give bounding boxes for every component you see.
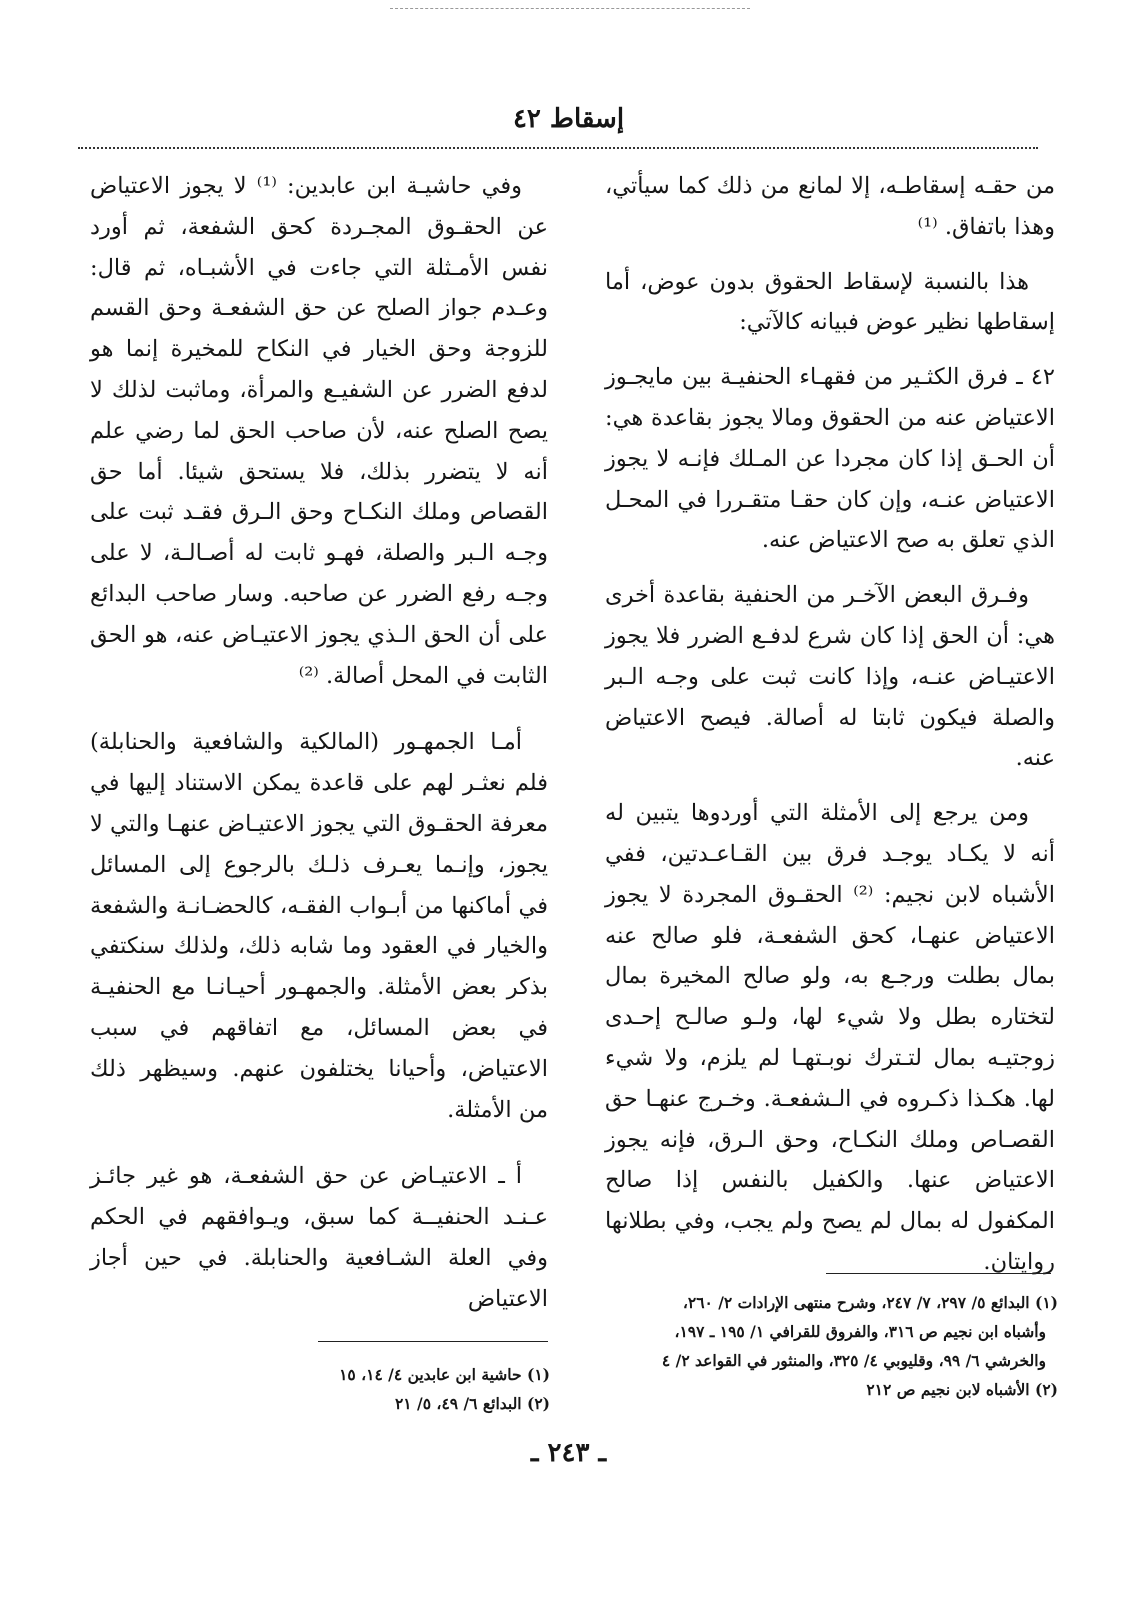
- paragraph: من حقـه إسقاطـه، إلا لمانع من ذلك كما سيأتي، وهذا باتفاق. ⁽¹⁾: [605, 173, 1055, 240]
- footnote-separator-right: [826, 1273, 1051, 1274]
- paragraph: وفي حاشيـة ابن عابدين: ⁽¹⁾ لا يجوز الاعتياض عن الحقـوق المجـردة كحق الشفعة، ثم أورد نفس الأمـثلة التي جاءت في الأشبـاه، ثم قال: وعـدم جواز الصلح عن حق الشفعـة وحق القسم للزوجة وحق الخيار في النكاح للمخيرة إنما هو لدفع الضرر عن الشفيـع والمرأة، وماثبت لذلك لا يصح الصلح عنه، لأن صاحب الحق لما رضي علم أنه لا يتضرر بذلك، فلا يستحق شيئا. أما حق القصاص وملك النكـاح وحق الـرق فقـد ثبت على وجـه الـبر والصلة، فهـو ثابت له أصـالـة، لا على وجـه رفع الضرر عن صاحبه. وسار صاحب البدائع على أن الحق الـذي يجوز الاعتيـاض عنه، هو الحق الثابت في المحل أصالة. ⁽²⁾: [90, 173, 548, 689]
- footnote-line: والخرشي ٦/ ٩٩، وقليوبي ٤/ ٣٢٥، والمنثور في القواعد ٢/ ٤: [661, 1351, 1046, 1370]
- footnote-line: (١) البدائع ٥/ ٢٩٧، ٧/ ٢٤٧، وشرح منتهى الإرادات ٢/ ٢٦٠،: [682, 1293, 1058, 1312]
- page-header: إسقاط ٤٢: [512, 104, 625, 134]
- page-number: ـ ٢٤٣ ـ: [530, 1438, 607, 1468]
- paragraph: هذا بالنسبة لإسقاط الحقوق بدون عوض، أما إسقاطها نظير عوض فبيانه كالآتي:: [605, 268, 1055, 336]
- paragraph: وفـرق البعض الآخـر من الحنفية بقاعدة أخرى هي: أن الحق إذا كان شرع لدفـع الضرر فلا يجوز الاعتيـاض عنـه، وإذا كانت ثبت على وجـه الـبر والصلة فيكون ثابتا له أصالة. فيصح الاعتياض عنه.: [605, 582, 1055, 772]
- paragraph: ومن يرجع إلى الأمثلة التي أوردوها يتبين له أنه لا يكـاد يوجـد فرق بين القـاعـدتين، ففي الأشباه لابن نجيم: ⁽²⁾ الحقـوق المجردة لا يجوز الاعتياض عنهـا، كحق الشفعـة، فلو صالح عنه بمال بطلت ورجـع به، ولو صالح المخيرة بمال لتختاره بطل ولا شيء لها، ولـو صالـح إحـدى زوجتيـه بمال لتـترك نوبـتهـا لم يلزم، ولا شيء لها. هكـذا ذكـروه في الـشفعـة. وخـرج عنهـا حق القصـاص وملك النكـاح، وحق الـرق، فإنه يجوز الاعتياض عنها. والكفيل بالنفس إذا صالح المكفول له بمال لم يصح ولم يجب، وفي بطلانها روايتان.: [605, 800, 1055, 1275]
- footnote-separator-left: [318, 1341, 548, 1342]
- paragraph: ٤٢ ـ فرق الكثـير من فقهـاء الحنفيـة بين مايجـوز الاعتياض عنه من الحقوق ومالا يجوز بقاعدة هي: أن الحـق إذا كان مجردا عن المـلك فإنـه لا يجوز الاعتياض عنـه، وإن كان حقـا متقـررا في المحـل الذي تعلق به صح الاعتياض عنه.: [605, 364, 1055, 554]
- footnotes-left: [300, 1360, 550, 1418]
- left-column: [90, 166, 548, 1334]
- footnote-line: (١) حاشية ابن عابدين ٤/ ١٤، ١٥: [339, 1365, 550, 1384]
- footnote-line: وأشباه ابن نجيم ص ٣١٦، والفروق للقرافي ١/ ١٩٥ ـ ١٩٧،: [674, 1322, 1046, 1341]
- footnotes-right: [600, 1288, 1058, 1404]
- header-dotted-rule: [78, 147, 1038, 149]
- paragraph: أمـا الجمهـور (المالكية والشافعية والحنابلة) فلم نعثـر لهم على قاعدة يمكن الاستناد إليها في معرفة الحقـوق التي يجوز الاعتيـاض عنهـا والتي لا يجوز، وإنـما يعـرف ذلـك بالرجوع إلى المسائل في أماكنها من أبـواب الفقـه، كالحضـانـة والشفعة والخيار في العقود وما شابه ذلك، ولذلك سنكتفي بذكر بعض الأمثلة. والجمهـور أحيـانـا مع الحنفيـة في بعض المسائل، مع اتفاقهم في سبب الاعتياض، وأحيانا يختلفون عنهم. وسيظهر ذلك من الأمثلة.: [90, 729, 548, 1123]
- footnote-line: (٢) البدائع ٦/ ٤٩، ٥/ ٢١: [394, 1394, 550, 1413]
- right-column: [605, 166, 1055, 1297]
- top-edge-dashes: [390, 8, 750, 9]
- footnote-line: (٢) الأشباه لابن نجيم ص ٢١٢: [866, 1380, 1058, 1399]
- paragraph: أ ـ الاعتيـاض عن حق الشفعـة، هو غير جائـز عـنـد الحنفيــة كما سبق، ويـوافقهم في الحكم وفي العلة الشـافعية والحنابلة. في حين أجاز الاعتياض: [90, 1163, 548, 1312]
